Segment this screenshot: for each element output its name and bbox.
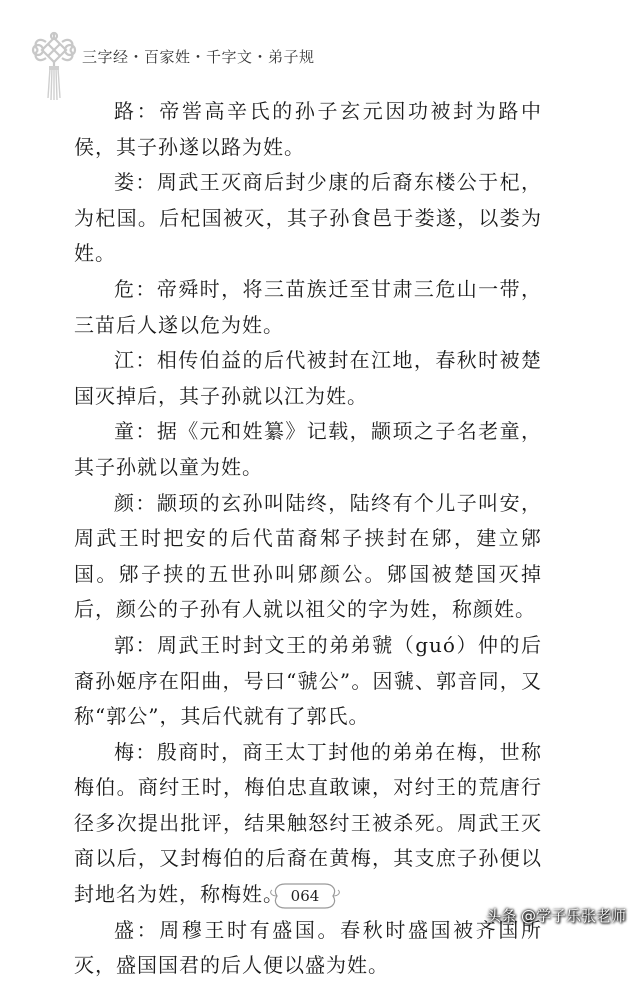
page-header bbox=[0, 0, 640, 100]
page-number-badge bbox=[263, 880, 347, 912]
paragraph-sheng: 盛：周穆王时有盛国。春秋时盛国被齐国所灭，盛国国君的后人便以盛为姓。 bbox=[74, 917, 542, 978]
page-number: 064 bbox=[290, 887, 320, 905]
paragraph-wei: 危：帝舜时，将三苗族迁至甘肃三危山一带，三苗后人遂以危为姓。 bbox=[74, 276, 542, 337]
chinese-knot-icon bbox=[26, 30, 82, 102]
paragraph-lu: 路：帝喾高辛氏的孙子玄元因功被封为路中侯，其子孙遂以路为姓。 bbox=[74, 99, 542, 159]
paragraph-lou: 娄：周武王灭商后封少康的后裔东楼公于杞，为杞国。后杞国被灭，其子孙食邑于娄遂，以娄为姓。 bbox=[74, 170, 542, 266]
paragraph-mei: 梅：殷商时，商王太丁封他的弟弟在梅，世称梅伯。商纣王时，梅伯忠直敢谏，对纣王的荒唐行径多次提出批评，结果触怒纣王被杀死。周武王灭商以后，又封梅伯的后裔在黄梅，其支庶子孙便以封地名为姓，称梅姓。 bbox=[74, 739, 542, 907]
paragraph-tong: 童：据《元和姓纂》记载，颛顼之子名老童，其子孙就以童为姓。 bbox=[74, 419, 542, 479]
page-body bbox=[74, 94, 542, 984]
watermark: 头条 @学子乐张老师 bbox=[486, 907, 626, 925]
paragraph-jiang: 江：相传伯益的后代被封在江地，春秋时被楚国灭掉后，其子孙就以江为姓。 bbox=[74, 348, 542, 408]
paragraph-yan: 颜：颛顼的玄孙叫陆终，陆终有个儿子叫安，周武王时把安的后代苗裔邾子挟封在郳，建立郳国。郳子挟的五世孙叫郳颜公。郳国被楚国灭掉后，颜公的子孙有人就以祖父的字为姓，称颜姓。 bbox=[74, 490, 542, 622]
paragraph-guo: 郭：周武王时封文王的弟弟虢（guó）仲的后裔孙姬序在阳曲，号曰“虢公”。因虢、郭音同，又称“郭公”，其后代就有了郭氏。 bbox=[74, 632, 542, 729]
book-title: 三字经・百家姓・千字文・弟子规 bbox=[82, 48, 315, 66]
